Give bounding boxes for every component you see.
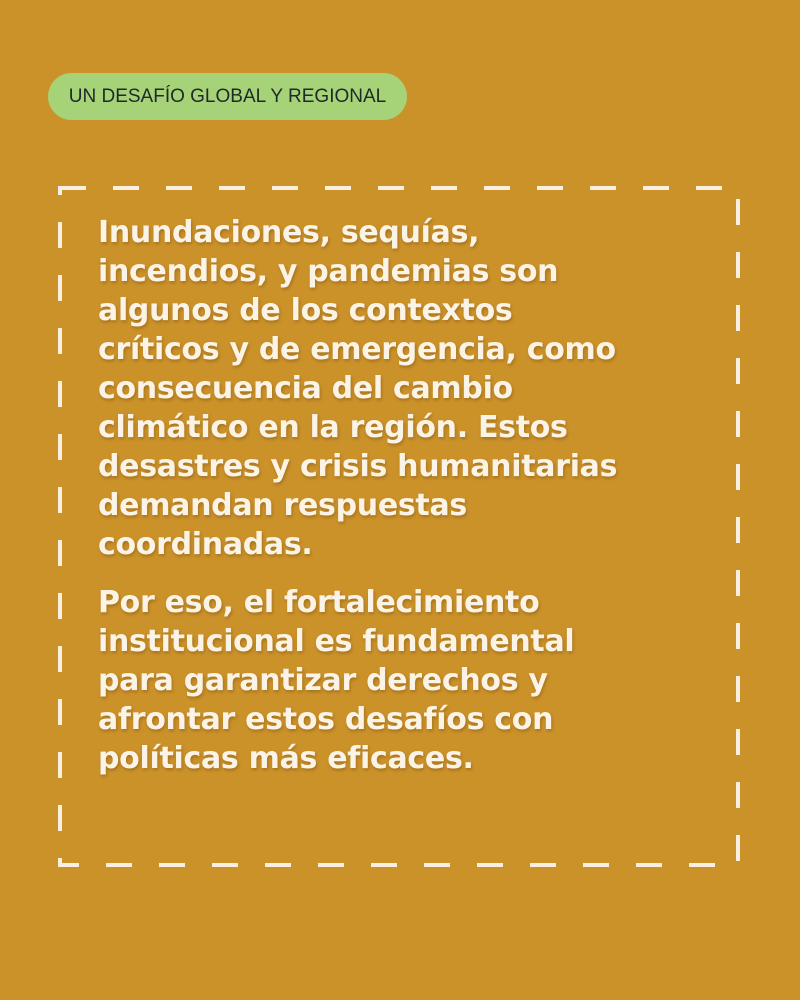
text-line: climático en la región. Estos [98, 410, 568, 445]
text-line: Inundaciones, sequías, [98, 215, 480, 250]
text-line: políticas más eficaces. [98, 741, 474, 776]
text-line: consecuencia del cambio [98, 371, 513, 406]
section-tag-label: UN DESAFÍO GLOBAL Y REGIONAL [68, 86, 387, 107]
text-line: coordinadas. [98, 527, 313, 562]
text-line: demandan respuestas [98, 488, 467, 523]
body-text [98, 213, 718, 778]
paragraph-2 [98, 583, 718, 778]
text-line: críticos y de emergencia, como [98, 332, 616, 367]
text-line: algunos de los contextos [98, 293, 513, 328]
paragraph-1 [98, 213, 718, 564]
text-line: Por eso, el fortalecimiento [98, 585, 540, 620]
text-line: incendios, y pandemias son [98, 254, 559, 289]
text-line: afrontar estos desafíos con [98, 702, 554, 737]
text-line: desastres y crisis humanitarias [98, 449, 618, 484]
text-line: para garantizar derechos y [98, 663, 548, 698]
text-line: institucional es fundamental [98, 624, 575, 659]
